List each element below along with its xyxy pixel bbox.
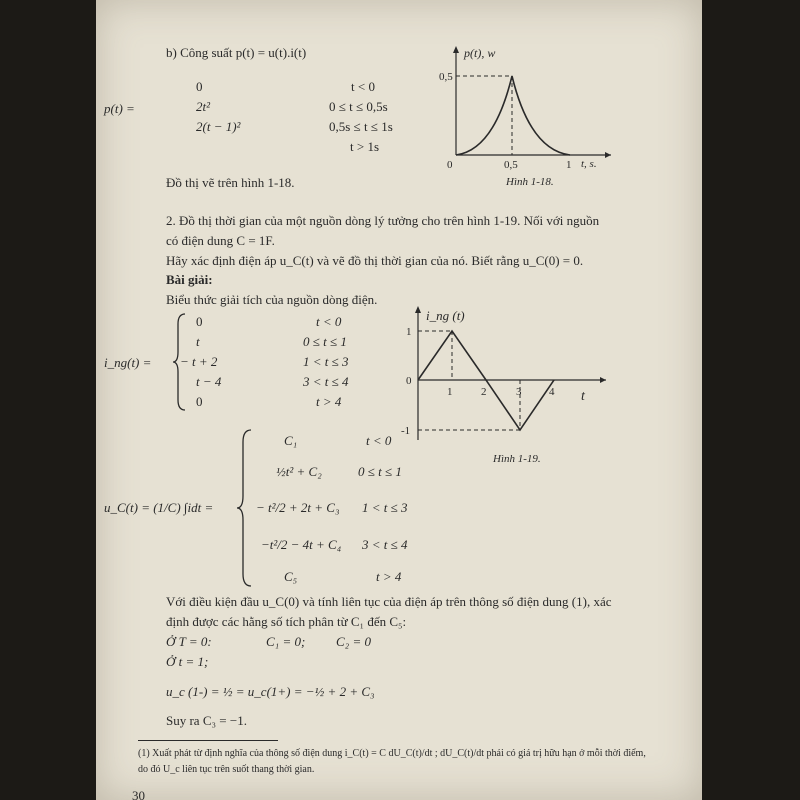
graph2-xtick-1: 1 <box>447 386 453 398</box>
at-t-zero: Ở T = 0: <box>166 634 212 649</box>
graph2-xlabel: t <box>581 389 585 404</box>
graph1-xtick-1: 1 <box>566 159 572 171</box>
uc-case-4-expr: −t²/2 − 4t + C₄ <box>261 537 342 552</box>
c1-value: C₁ = 0; <box>266 634 306 649</box>
figure-caption-1-19: Hình 1-19. <box>493 453 541 465</box>
graph-power <box>436 40 616 175</box>
p-case-1-cond: t < 0 <box>351 79 375 94</box>
graph2-ytick-0: 0 <box>406 375 412 387</box>
uc-label: u_C(t) = (1/C) ∫idt = <box>104 500 214 515</box>
p-case-4-cond: t > 1s <box>350 139 380 154</box>
uc-case-5-expr: C₅ <box>284 569 298 584</box>
footnote-line-2: do đó U_c liên tục trên suốt thang thời gian. <box>138 764 315 775</box>
uc-case-5-cond: t > 4 <box>376 569 402 584</box>
book-page <box>96 0 702 800</box>
graph2-xtick-3: 3 <box>516 386 522 398</box>
ing-case-5-expr: 0 <box>196 394 203 409</box>
graph1-curve <box>456 76 570 155</box>
uc-case-3-expr: − t²/2 + 2t + C₃ <box>256 500 340 515</box>
graph1-ylabel: p(t), w <box>464 46 496 60</box>
uc-case-2-expr: ½t² + C₂ <box>276 464 322 479</box>
graph2-x-arrow <box>600 377 606 383</box>
solution-title: Bài giải: <box>166 272 213 287</box>
graph2-ytick-neg1: -1 <box>401 425 411 437</box>
graph1-y-arrow <box>453 46 459 53</box>
graph1-xlabel: t, s. <box>581 158 597 170</box>
ing-case-4-cond: 3 < t ≤ 4 <box>303 374 349 389</box>
graph1-ytick: 0,5 <box>439 71 453 83</box>
uc-case-1-expr: C₁ <box>284 433 298 448</box>
ing-label: i_ng(t) = <box>104 355 152 370</box>
solution-intro: Biểu thức giải tích của nguồn dòng điện. <box>166 292 378 307</box>
graph2-y-arrow <box>415 306 421 313</box>
p-label: p(t) = <box>104 101 135 116</box>
at-t-one: Ở t = 1; <box>166 654 209 669</box>
section-b-heading: b) Công suất p(t) = u(t).i(t) <box>166 45 307 60</box>
page-number: 30 <box>132 788 145 800</box>
p-case-3-cond: 0,5s ≤ t ≤ 1s <box>329 119 393 134</box>
uc-case-2-cond: 0 ≤ t ≤ 1 <box>358 464 402 479</box>
uc-continuity-equation: u_c (1-) = ½ = u_c(1+) = −½ + 2 + C₃ <box>166 684 375 699</box>
footnote-rule <box>138 740 278 741</box>
graph2-ytick-1: 1 <box>406 326 412 338</box>
ing-case-1-expr: 0 <box>196 314 203 329</box>
problem-2-line-2: có điện dung C = 1F. <box>166 233 275 248</box>
problem-2-line-3: Hãy xác định điện áp u_C(t) và vẽ đồ thị thời gian của nó. Biết rằng u_C(0) = 0. <box>166 253 584 268</box>
condition-line-2: định được các hằng số tích phân từ C₁ đến C₅: <box>166 614 407 629</box>
uc-case-1-cond: t < 0 <box>366 433 392 448</box>
p-case-1-expr: 0 <box>196 79 203 94</box>
graph1-xtick-05: 0,5 <box>504 159 518 171</box>
ing-case-3-expr: − t + 2 <box>180 354 218 369</box>
graph2-xtick-2: 2 <box>481 386 487 398</box>
ing-case-2-cond: 0 ≤ t ≤ 1 <box>303 334 347 349</box>
ing-case-5-cond: t > 4 <box>316 394 342 409</box>
ing-case-4-expr: t − 4 <box>196 374 222 389</box>
condition-line-1: Với điều kiện đầu u_C(0) và tính liên tục của điện áp trên thông số điện dung (1), xác <box>166 594 612 609</box>
result-c3: Suy ra C₃ = −1. <box>166 713 247 728</box>
figure-caption-1-18: Hình 1-18. <box>506 176 554 188</box>
ing-case-2-expr: t <box>196 334 200 349</box>
graph1-x-arrow <box>605 152 611 158</box>
graph1-xtick-0: 0 <box>447 159 453 171</box>
p-case-3-expr: 2(t − 1)² <box>196 119 241 134</box>
ing-case-1-cond: t < 0 <box>316 314 342 329</box>
footnote-line-1: (1) Xuất phát từ định nghĩa của thông số điện dung i_C(t) = C dU_C(t)/dt ; dU_C(t)/dt phải có giá trị hữu hạn ở mỗi thời điểm, <box>138 748 646 759</box>
figure-reference-1-18: Đồ thị vẽ trên hình 1-18. <box>166 175 295 190</box>
graph2-ylabel: i_ng (t) <box>426 308 465 323</box>
uc-case-4-cond: 3 < t ≤ 4 <box>362 537 408 552</box>
p-case-2-cond: 0 ≤ t ≤ 0,5s <box>329 99 388 114</box>
problem-2-line-1: 2. Đồ thị thời gian của một nguồn dòng lý tưởng cho trên hình 1-19. Nối với nguồn <box>166 213 600 228</box>
c2-value: C₂ = 0 <box>336 634 371 649</box>
uc-brace <box>236 428 254 588</box>
graph2-xtick-4: 4 <box>549 386 555 398</box>
graph-current-source <box>396 300 611 445</box>
uc-case-3-cond: 1 < t ≤ 3 <box>362 500 408 515</box>
p-case-2-expr: 2t² <box>196 99 211 114</box>
ing-case-3-cond: 1 < t ≤ 3 <box>303 354 349 369</box>
